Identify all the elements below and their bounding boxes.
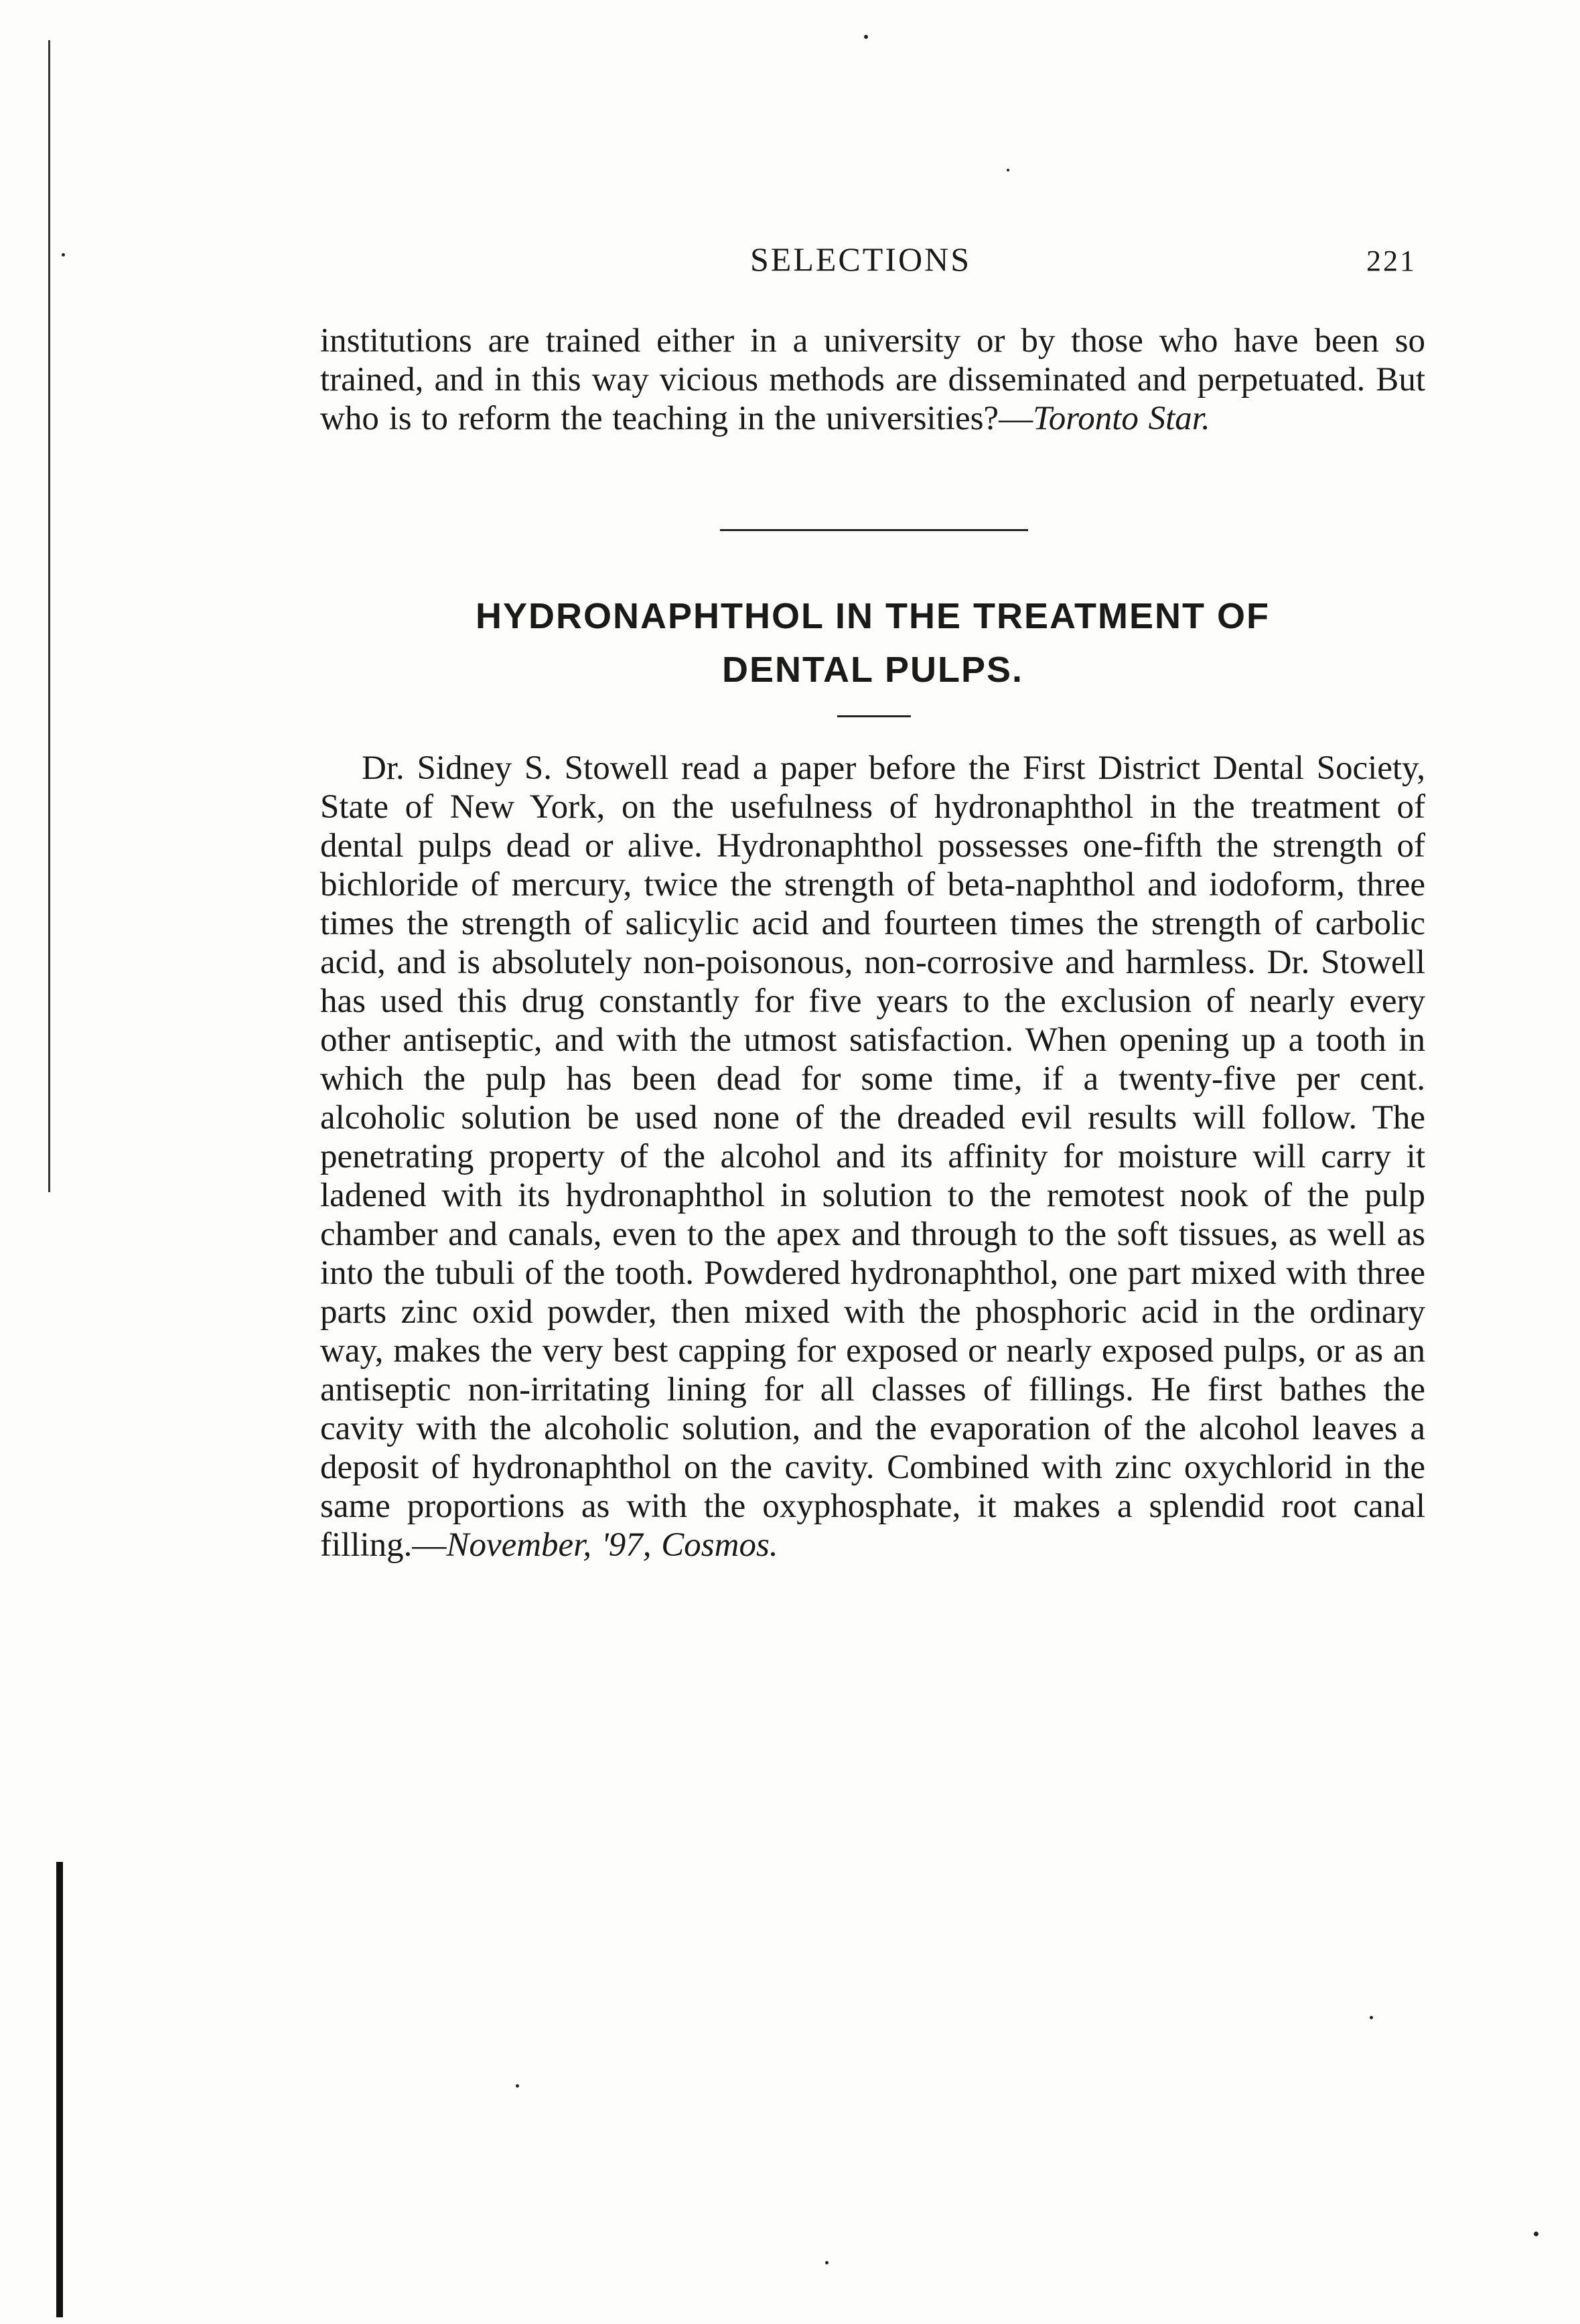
scan-speck [516, 2084, 519, 2088]
scan-speck [1007, 169, 1009, 171]
article-title-line-2: DENTAL PULPS. [721, 650, 1024, 690]
previous-article-ending [320, 321, 1425, 438]
scan-speck [864, 35, 868, 39]
page-number: 221 [1366, 244, 1417, 277]
section-divider [720, 529, 1028, 531]
scan-speck [62, 253, 65, 257]
scan-speck [1370, 2016, 1373, 2019]
article-body [320, 749, 1425, 1565]
scan-margin-line [48, 40, 50, 1192]
scan-margin-line [56, 1862, 63, 2317]
scan-speck [1534, 2232, 1538, 2236]
article-body-text: Dr. Sidney S. Stowell read a paper before the First District Dental Society, State of New York, on the usefulness of hydronaphthol in the treatment of dental pulps dead or alive. Hydronaphthol possesses one-fifth the strength of bichloride of mercury, twice the strength of beta-naphthol and iodoform, three times the strength of salicylic acid and fourteen times the strength of carbolic acid, and is absolutely non-poisonous, non-corrosive and harmless. Dr. Stowell has used this drug constantly for five years to the exclusion of nearly every other antiseptic, and with the utmost satisfaction. When opening up a tooth in which the pulp has been dead for some time, if a twenty-five per cent. alcoholic solution be used none of the dreaded evil results will follow. The penetrating property of the alcohol and its affinity for moisture will carry it ladened with its hydronaphthol in solution to the remotest nook of the pulp chamber and canals, even to the apex and through to the soft tissues, as well as into the tubuli of the tooth. Powdered hydronaphthol, one part mixed with three parts zinc oxid powder, then mixed with the phosphoric acid in the ordinary way, makes the very best capping for exposed or nearly exposed pulps, or as an antiseptic non-irritating lining for all classes of fillings. He first bathes the cavity with the alcoholic solution, and the evaporation of the alcohol leaves a deposit of hydronaphthol on the cavity. Combined with zinc oxychlorid in the same proportions as with the oxyphosphate, it makes a splendid root canal filling.— [320, 749, 1425, 1564]
scan-speck [825, 2261, 829, 2264]
article-title-line-1: HYDRONAPHTHOL IN THE TREATMENT OF [476, 596, 1270, 636]
article-source: November, '97, Cosmos. [446, 1526, 778, 1564]
title-divider [837, 715, 911, 717]
previous-article-text: institutions are trained either in a university or by those who have been so trained, and in this way vicious methods are disseminated and perpetuated. But who is to reform the teaching in the universities?— [320, 322, 1425, 437]
previous-article-source: Toronto Star. [1033, 400, 1210, 437]
running-head: SELECTIONS [750, 240, 971, 278]
article-title [320, 589, 1425, 697]
